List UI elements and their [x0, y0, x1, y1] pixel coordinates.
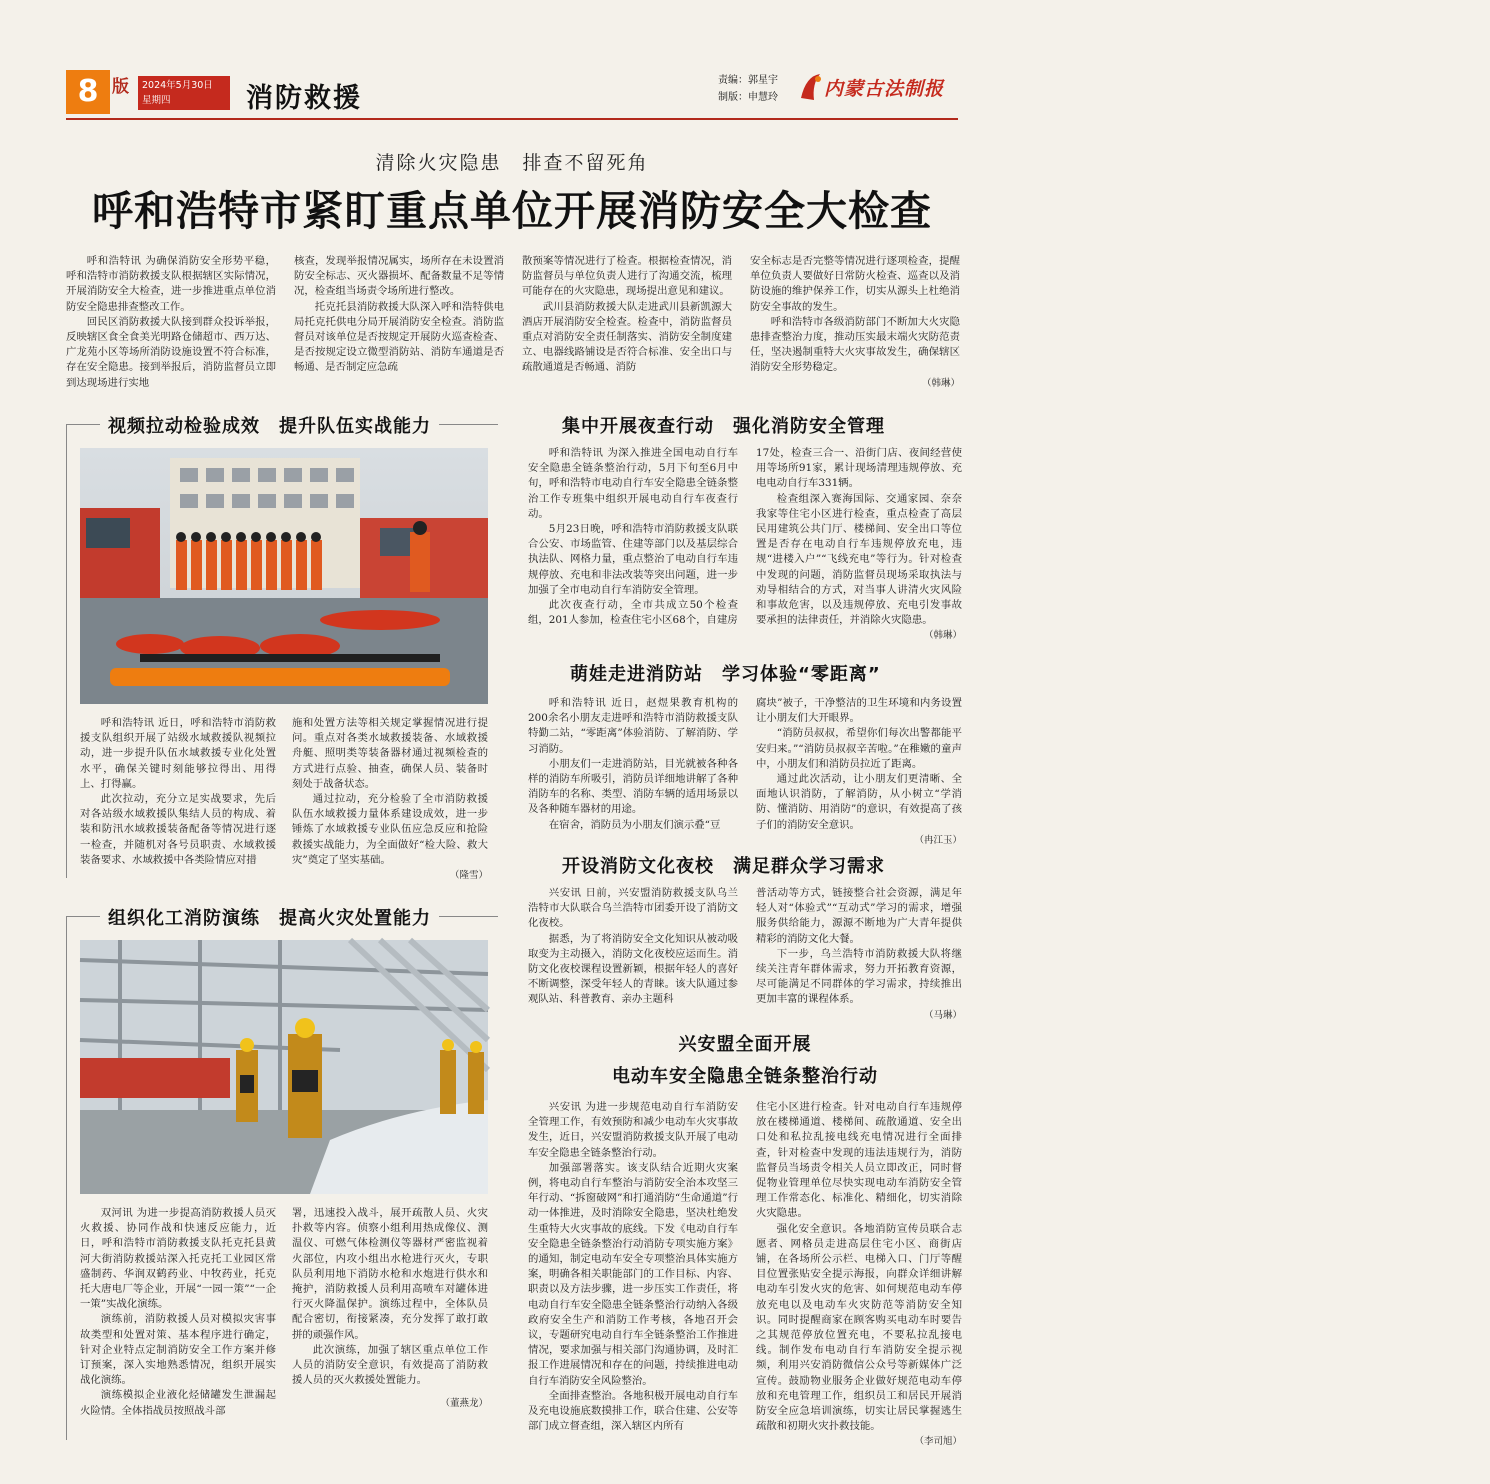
byline: （李司旭）: [914, 1436, 962, 1448]
newspaper-logo: [798, 70, 950, 106]
story-title-night: 集中开展夜查行动 强化消防安全管理: [562, 416, 885, 437]
lead-column-3: [522, 254, 732, 384]
paragraph: 通过此次活动，让小朋友们更清晰、全面地认识消防，了解消防，从小树立“学消防、懂消防、用消防”的意识，有效提高了孩子们的消防安全意识。: [756, 773, 962, 831]
paragraph: 加强部署落实。该支队结合近期火灾案例，将电动自行车整治与消防安全治本攻坚三年行动、“拆窗破网”和打通消防“生命通道”行动一体推进，及时消除安全隐患，坚决杜绝发生重特大火灾事故的底线。下发《电动自行车安全隐患全链条整治行动消防专项实施方案》的通知，制定电动车安全专项整治具体实施方案，明确各相关职能部门的工作目标、内容、职责以及方法步骤，进一步压实工作责任，将电动自行车安全隐患全链条整治行动纳入各级政府安全生产和消防工作考核，各地召开会议，专题研究电动自行车全链条整治工作推进情况，要求加强与相关部门沟通协调，及时汇报工作进展情况和存在的问题，持续推进电动自行车消防安全风险整治。: [528, 1161, 738, 1387]
paragraph: 全面排查整治。各地积极开展电动自行车及充电设施底数摸排工作，联合住建、公安等部门成立督查组，深入辖区内所有: [528, 1389, 738, 1433]
lead-column-2: [294, 254, 504, 384]
story-night-column-1: [528, 446, 738, 644]
paragraph: 下一步，乌兰浩特市消防救援大队将继续关注青年群体需求，努力开拓教育资源，尽可能满足不同群体的学习需求，持续推出更加丰富的课程体系。: [756, 947, 962, 1006]
story-kids-column-2: [756, 696, 962, 846]
story-title-video: 视频拉动检验成效 提升队伍实战能力: [100, 412, 439, 438]
story-night-school-column-2: [756, 886, 962, 1021]
paragraph: 演练前，消防救援人员对模拟灾害事故类型和处置对策、基本程序进行确定，针对企业特点定制消防安全工作方案并修订预案，深入实地熟悉情况，组织开展实战化演练。: [80, 1313, 276, 1387]
lead-headline: 呼和浩特市紧盯重点单位开展消防安全大检查: [92, 187, 932, 235]
paragraph: 安全标志是否完整等情况进行逐项检查，提醒单位负责人要做好日常防火检查、巡查以及消防设施的维护保养工作，切实从源头上杜绝消防安全事故的发生。: [750, 255, 960, 313]
paragraph: 回民区消防救援大队接到群众投诉举报，反映辖区食全食美光明路仓储超市、西万达、广龙苑小区等场所消防设施设置不符合标准，存在安全隐患。接到举报后，消防监督员立即到达现场进行实地: [66, 315, 276, 389]
paragraph: 此次拉动，充分立足实战要求，先后对各站级水域救援队集结人员的构成、着装和防汛水域救援装备配备等情况进行逐一检查，并随机对各号员职责、水域救援装备要求、水域救援中各类险情应对措: [80, 793, 276, 866]
paragraph: 检查组深入赛海国际、交通家园、奈奈我家等住宅小区进行检查，重点检查了高层民用建筑公共门厅、楼梯间、安全出口等位置是否存在电动自行车违规停放充电，违规“进楼入户”“飞线充电”等行为。针对检查中发现的问题，消防监督员现场采取执法与劝导相结合的方式，对当事人讲清火灾风险和事故危害，以及违规停放、充电引发事故要承担的法律责任，并消除火灾隐患。: [756, 492, 962, 627]
paragraph: 署，迅速投入战斗，展开疏散人员、火灾扑救等内容。侦察小组利用热成像仪、测温仪、可燃气体检测仪等器材严密监视着火部位，内攻小组出水枪进行灭火，专职队员利用地下消防水枪和水炮进行供水和掩护，消防救援人员利用高喷车对罐体进行灭火降温保护。演练过程中，全体队员配合密切，衔接紧凑，充分发挥了敢打敢拼的顽强作风。: [292, 1207, 488, 1341]
issue-date: 2024年5月30日: [142, 80, 213, 91]
lead-column-4: [750, 254, 960, 389]
paragraph: 在宿舍，消防员为小朋友们演示叠“豆: [548, 818, 721, 831]
story-title-night-school: 开设消防文化夜校 满足群众学习需求: [562, 856, 885, 877]
story-title-xingan-line1: 兴安盟全面开展: [678, 1034, 812, 1055]
byline: （韩琳）: [921, 377, 960, 389]
producer: 制版：申慧玲: [718, 92, 778, 103]
date-box: [138, 76, 230, 110]
page-number: 8: [66, 70, 110, 114]
paragraph: 双河讯 为进一步提高消防救援人员灭火救援、协同作战和快速反应能力，近日，呼和浩特市消防救援支队托克托县黄河大街消防救援站深入托克托工业园区常盛制药、华润双鹤药业、中牧药业，托克托大唐电厂等企业，开展“一园一策”“一企一策”实战化演练。: [80, 1207, 276, 1311]
byline: （冉江玉）: [914, 834, 962, 846]
story-video-column-2: [292, 716, 488, 882]
masthead: [66, 70, 956, 116]
paragraph: 普活动等方式，链接整合社会资源，满足年轻人对“体验式”“互动式”学习的需求，增强服务供给能力，源源不断地为广大青年提供精彩的消防文化大餐。: [756, 887, 962, 945]
paragraph: 散预案等情况进行了检查。根据检查情况，消防监督员与单位负责人进行了沟通交流，梳理可能存在的火灾隐患，现场提出意见和建议。: [522, 255, 732, 298]
paragraph: 住宅小区进行检查。针对电动自行车违规停放在楼梯通道、楼梯间、疏散通道、安全出口处和私拉乱接电线充电情况进行全面排查，针对检查中发现的违法违规行为，消防监督员当场责令相关人员立即改正，同时督促物业管理单位尽快实现电动车消防安全管理工作常态化、标准化、精细化，切实消除火灾隐患。: [756, 1101, 962, 1220]
paragraph: “消防员叔叔，希望你们每次出警都能平安归来。”“消防员叔叔辛苦啦。”在稚嫩的童声中，小朋友们和消防员拉近了距离。: [756, 727, 962, 770]
paragraph: 呼和浩特讯 近日，赵煜果教育机构的200余名小朋友走进呼和浩特市消防救援支队特勤二站，“零距离”体验消防、了解消防、学习消防。: [528, 697, 738, 755]
paragraph: 5月23日晚，呼和浩特市消防救援支队联合公安、市场监管、住建等部门以及基层综合执法队、网格力量，重点整治了电动自行车违规停放、充电和非法改装等突出问题，进一步加强了全市电动自行车消防安全管理。: [528, 523, 738, 596]
editor: 责编：郭星宇: [718, 75, 778, 86]
editor-credits: [718, 72, 778, 106]
paragraph: 通过拉动，充分检验了全市消防救援队伍水域救援力量体系建设成效，进一步锤炼了水域救援专业队伍应急反应和抢险救援实战能力，为全面做好“检大险、救大灾”奠定了坚实基础。: [292, 793, 488, 866]
logo-text: 内蒙古法制报: [824, 78, 945, 100]
page-ban-label: 版: [112, 77, 129, 97]
paragraph: 核查，发现举报情况属实，场所存在未设置消防安全标志、灭火器损坏、配备数量不足等情况，检查组当场责令场所进行整改。: [294, 255, 504, 298]
story-night-school-column-1: [528, 886, 738, 1004]
issue-weekday: 星期四: [142, 95, 171, 106]
story-xingan-column-2: [756, 1100, 962, 1448]
paragraph: 兴安讯 为进一步规范电动自行车消防安全管理工作，有效预防和减少电动车火灾事故发生，近日，兴安盟消防救援支队开展了电动车安全隐患全链条整治行动。: [528, 1101, 738, 1159]
paragraph: 呼和浩特市各级消防部门不断加大火灾隐患排查整治力度，推动压实最末端火灾防范责任，坚决遏制重特大火灾事故发生，确保辖区消防安全形势稳定。: [750, 315, 960, 374]
logo-emblem-icon: [798, 70, 824, 104]
paragraph: 演练模拟企业液化烃储罐发生泄漏起火险情。全体指战员按照战斗部: [80, 1389, 276, 1417]
lead-kicker: 清除火灾隐患 排查不留死角: [375, 152, 649, 174]
byline: （马琳）: [923, 1009, 962, 1021]
story-title-chemical: 组织化工消防演练 提高火灾处置能力: [100, 904, 439, 930]
story-night-column-2: [756, 446, 962, 644]
paragraph: 小朋友们一走进消防站，目光就被各种各样的消防车所吸引，消防员详细地讲解了各种消防车的名称、类型、消防车辆的适用场景以及各种随车器材的用途。: [528, 757, 738, 816]
paragraph: 17处，检查三合一、沿街门店、夜间经营使用等场所91家，累计现场清理违规停放、充电电动自行车331辆。: [756, 447, 962, 490]
paragraph: 武川县消防救援大队走进武川县新凯源大酒店开展消防安全检查。检查中，消防监督员重点对消防安全责任制落实、消防安全制度建立、电器线路铺设是否符合标准、安全出口与疏散通道是否畅通、消防: [522, 300, 732, 374]
paragraph: 强化安全意识。各地消防宣传员联合志愿者、网格员走进高层住宅小区、商街店铺，在各场所公示栏、电梯入口、门厅等醒目位置张贴安全提示海报，向群众详细讲解电动车引发火灾的危害、如何规范电动车停放充电以及电动车火灾防范等消防安全知识。同时提醒商家在顾客购买电动车时要告之其规范停放位置充电，不要私拉乱接电线。制作发布电动自行车消防安全提示视频，利用兴安消防微信公众号等新媒体广泛宣传。鼓励物业服务企业做好规范电动车停放和充电管理工作，组织员工和居民开展消防安全应急培训演练，切实让居民掌握逃生疏散和初期火灾扑救技能。: [756, 1222, 962, 1433]
paragraph: 托克托县消防救援大队深入呼和浩特供电局托克托供电分局开展消防安全检查。消防监督员对该单位是否按规定开展防火巡查检查、是否按规定设立微型消防站、消防车通道是否畅通、是否制定应急疏: [294, 300, 504, 374]
story-kids-column-1: [528, 696, 738, 830]
paragraph: 呼和浩特讯 为深入推进全国电动自行车安全隐患全链条整治行动，5月下旬至6月中旬，呼和浩特市电动自行车安全隐患全链条整治工作专班集中组织开展电动自行车夜查行动。: [528, 447, 738, 520]
byline: （隆雪）: [449, 870, 488, 882]
story-title-kids: 萌娃走进消防站 学习体验“零距离”: [570, 664, 881, 685]
paragraph: 据悉，为了将消防安全文化知识从被动吸取变为主动摄入，消防文化夜校应运而生。消防文化夜校课程设置新颖，根据年轻人的喜好不断调整，深受年轻人的青睐。该大队通过参观队站、科普教育、亲办主题科: [528, 932, 738, 1006]
firefighters-lineup-image: [80, 448, 488, 704]
photo-firefighters-lineup: [80, 448, 488, 704]
section-title: 消防救援: [246, 83, 362, 114]
story-chemical-column-2: [292, 1206, 488, 1436]
paragraph: 此次夜查行动，全市共成立50个检查组，201人参加，检查住宅小区68个，自建房: [528, 599, 738, 627]
lead-column-1: [66, 254, 276, 389]
story-xingan-column-1: [528, 1100, 738, 1440]
paragraph: 呼和浩特讯 为确保消防安全形势平稳，呼和浩特市消防救援支队根据辖区实际情况，开展消防安全大检查，进一步推进重点单位消防安全隐患排查整改工作。: [66, 255, 276, 313]
story-video-column-1: [80, 716, 276, 876]
paragraph: 兴安讯 日前，兴安盟消防救援支队乌兰浩特市大队联合乌兰浩特市团委开设了消防文化夜校。: [528, 887, 738, 930]
story-chemical-column-1: [80, 1206, 276, 1436]
byline: （董燕龙）: [440, 1398, 488, 1410]
paragraph: 呼和浩特讯 近日，呼和浩特市消防救援支队组织开展了站级水域救援队视频拉动，进一步提升队伍水域救援专业化处置水平，确保关键时刻能够拉得出、用得上、打得赢。: [80, 717, 276, 790]
byline: （韩琳）: [923, 630, 962, 642]
header-divider: [66, 118, 958, 120]
paragraph: 腐块”被子，干净整洁的卫生环境和内务设置让小朋友们大开眼界。: [756, 697, 962, 725]
paragraph: 施和处置方法等相关规定掌握情况进行提问。重点对各类水域救援装备、水域救援舟艇、照明类等装备器材通过视频检查的方式进行点验、抽查，确保人员、装备时刻处于战备状态。: [292, 717, 488, 790]
paragraph: 此次演练，加强了辖区重点单位工作人员的消防安全意识，有效提高了消防救援人员的灭火救援处置能力。: [292, 1343, 488, 1387]
story-title-xingan-line2: 电动车安全隐患全链条整治行动: [612, 1066, 878, 1087]
